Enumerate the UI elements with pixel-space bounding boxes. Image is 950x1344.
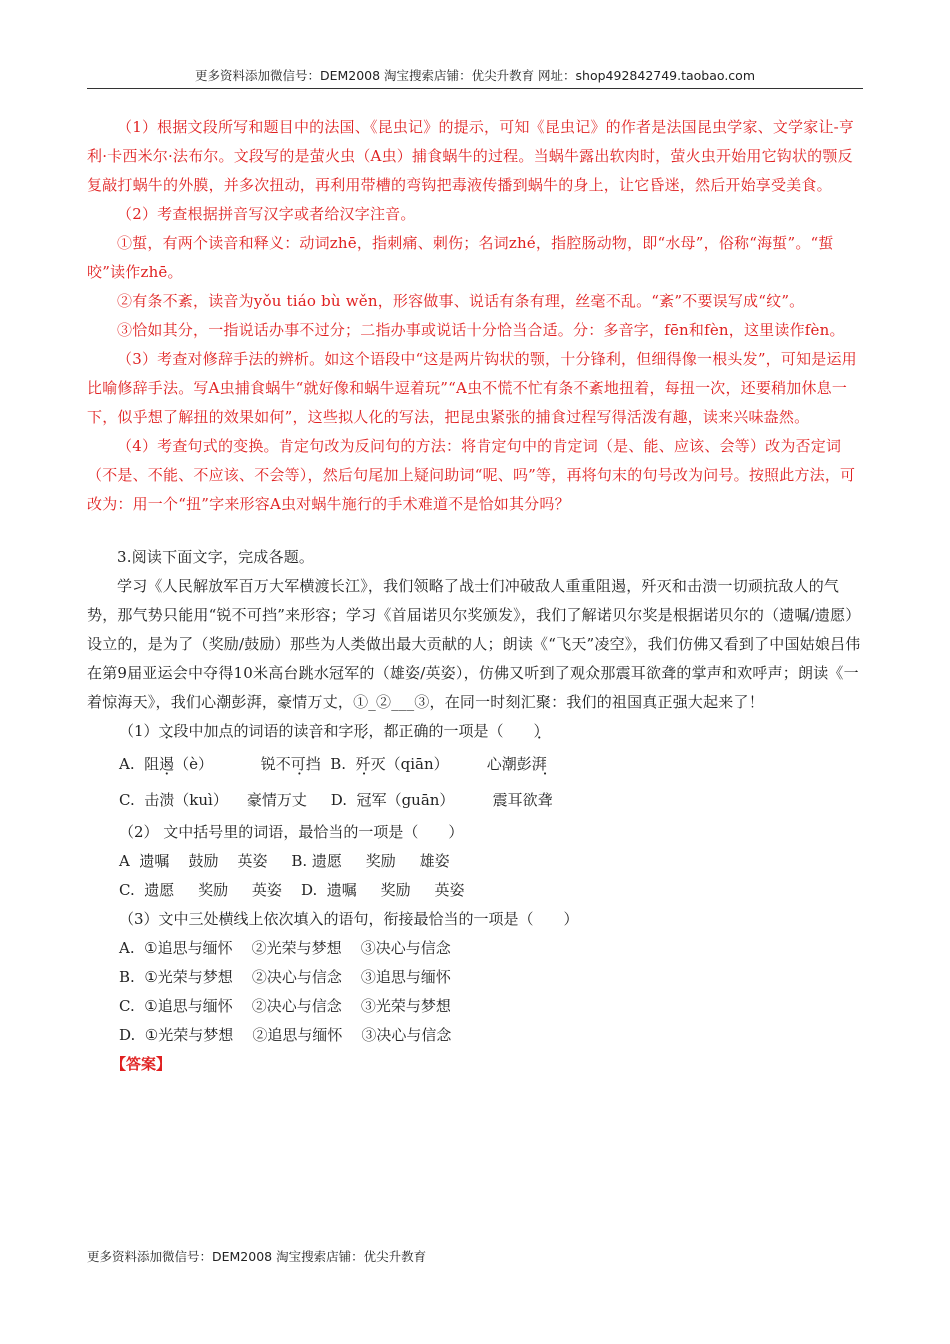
analysis-part-3: （3）考查对修辞手法的辨析。如这个语段中“这是两片钩状的颚，十分锋利，但细得像一根头发”，可知是运用比喻修辞手法。写A虫捕食蜗牛“就好像和蜗牛逗着玩”“A虫不慌不忙有条不紊地扭着，每扭一次，还要稍加休息一下，似乎想了解扭的效果如何”，这些拟人化的写法，把昆虫紧张的捕食过程写得活泼有趣，读来兴味盎然。: [87, 350, 857, 426]
document-body: [87, 113, 863, 1079]
sub-question-3: （3）文中三处横线上依次填入的语句，衔接最恰当的一项是（ ）: [119, 910, 579, 928]
analysis-item-1: ①蜇，有两个读音和释义：动词zhē，指刺痛、刺伤；名词zhé，指腔肠动物，即“水母”，俗称“海蜇”。“蜇咬”读作zhē。: [87, 234, 834, 281]
sub-question-2: （2） 文中括号里的词语，最恰当的一项是（ ）: [119, 823, 464, 841]
sub-question-1-options-cd: C. 击溃（kuì） 豪情万丈 D. 冠军（guān） 震耳欲聋: [119, 791, 553, 809]
sub-question-3-option-a: A. ①追思与缅怀 ②光荣与梦想 ③决心与信念: [119, 939, 451, 957]
sub-question-3-option-b: B. ①光荣与梦想 ②决心与信念 ③追思与缅怀: [119, 968, 451, 986]
question-3-passage: 学习《人民解放军百万大军横渡长江》，我们领略了战士们冲破敌人重重阻遏，歼灭和击溃一切顽抗敌人的气势，那气势只能用“锐不可挡”来形容；学习《首届诺贝尔奖颁发》，我们了解诺贝尔奖是根据诺贝尔的（遗嘱/遗愿）设立的，是为了（奖励/鼓励）那些为人类做出最大贡献的人；朗读《“飞天”凌空》，我们仿佛又看到了中国姑娘吕伟在第9届亚运会中夺得10米高台跳水冠军的（雄姿/英姿），仿佛又听到了观众那震耳欲聋的掌声和欢呼声；朗读《一着惊海天》，我们心潮彭湃，豪情万丈，①_②___③，在同一时刻汇聚：我们的祖国真正强大起来了！: [87, 577, 861, 711]
sub-question-1: （1）文段中加点的词语的读音和字形，都正确的一项是（ ）: [119, 722, 549, 740]
analysis-part-1: （1）根据文段所写和题目中的法国、《昆虫记》的提示，可知《昆虫记》的作者是法国昆虫学家、文学家让-亨利·卡西米尔·法布尔。文段写的是萤火虫（A虫）捕食蜗牛的过程。当蜗牛露出软肉时，萤火虫开始用它钩状的颚反复敲打蜗牛的外膜，并多次扭动，再利用带槽的弯钩把毒液传播到蜗牛的身上，让它昏迷，然后开始享受美食。: [87, 118, 855, 194]
sub-question-3-option-c: C. ①追思与缅怀 ②决心与信念 ③光荣与梦想: [119, 997, 451, 1015]
sub-question-2-option-row: A 遗嘱 鼓励 英姿 B. 遗愿 奖励 雄姿: [119, 852, 450, 870]
analysis-part-2: （2）考查根据拼音写汉字或者给汉字注音。: [117, 205, 416, 223]
page-footer: 更多资料添加微信号：DEM2008 淘宝搜索店铺：优尖升教育: [87, 1249, 427, 1264]
page-header: 更多资料添加微信号：DEM2008 淘宝搜索店铺：优尖升教育 网址：shop492842749.taobao.com: [194, 68, 756, 83]
sub-question-3-option-d: D. ①光荣与梦想 ②追思与缅怀 ③决心与信念: [119, 1026, 452, 1044]
analysis-item-2: ②有条不紊，读音为yǒu tiáo bù wěn，形容做事、说话有条有理，丝毫不乱。“紊”不要误写成“纹”。: [117, 292, 805, 310]
analysis-item-3: ③恰如其分，一指说话办事不过分；二指办事或说话十分恰当合适。分：多音字，fēn和fèn，这里读作fèn。: [117, 321, 845, 339]
section-gap: [87, 519, 863, 543]
answer-label: 【答案】: [111, 1055, 172, 1073]
sub-question-2-option-row: C. 遗愿 奖励 英姿 D. 遗嘱 奖励 英姿: [119, 881, 465, 899]
question-3-title: 3.阅读下面文字，完成各题。: [117, 548, 315, 566]
analysis-part-4: （4）考查句式的变换。肯定句改为反问句的方法：将肯定句中的肯定词（是、能、应该、会等）改为否定词（不是、不能、不应该、不会等），然后句尾加上疑问助词“呢、吗”等，再将句末的句号改为问号。按照此方法，可改为：用一个“扭”字来形容A虫对蜗牛施行的手术难道不是恰如其分吗？: [87, 437, 856, 513]
sub-question-1-options-ab: A. 阻遏（è） 锐不可挡 B. 歼灭（qiān） 心潮彭湃: [119, 755, 547, 773]
header-divider: [87, 88, 863, 89]
